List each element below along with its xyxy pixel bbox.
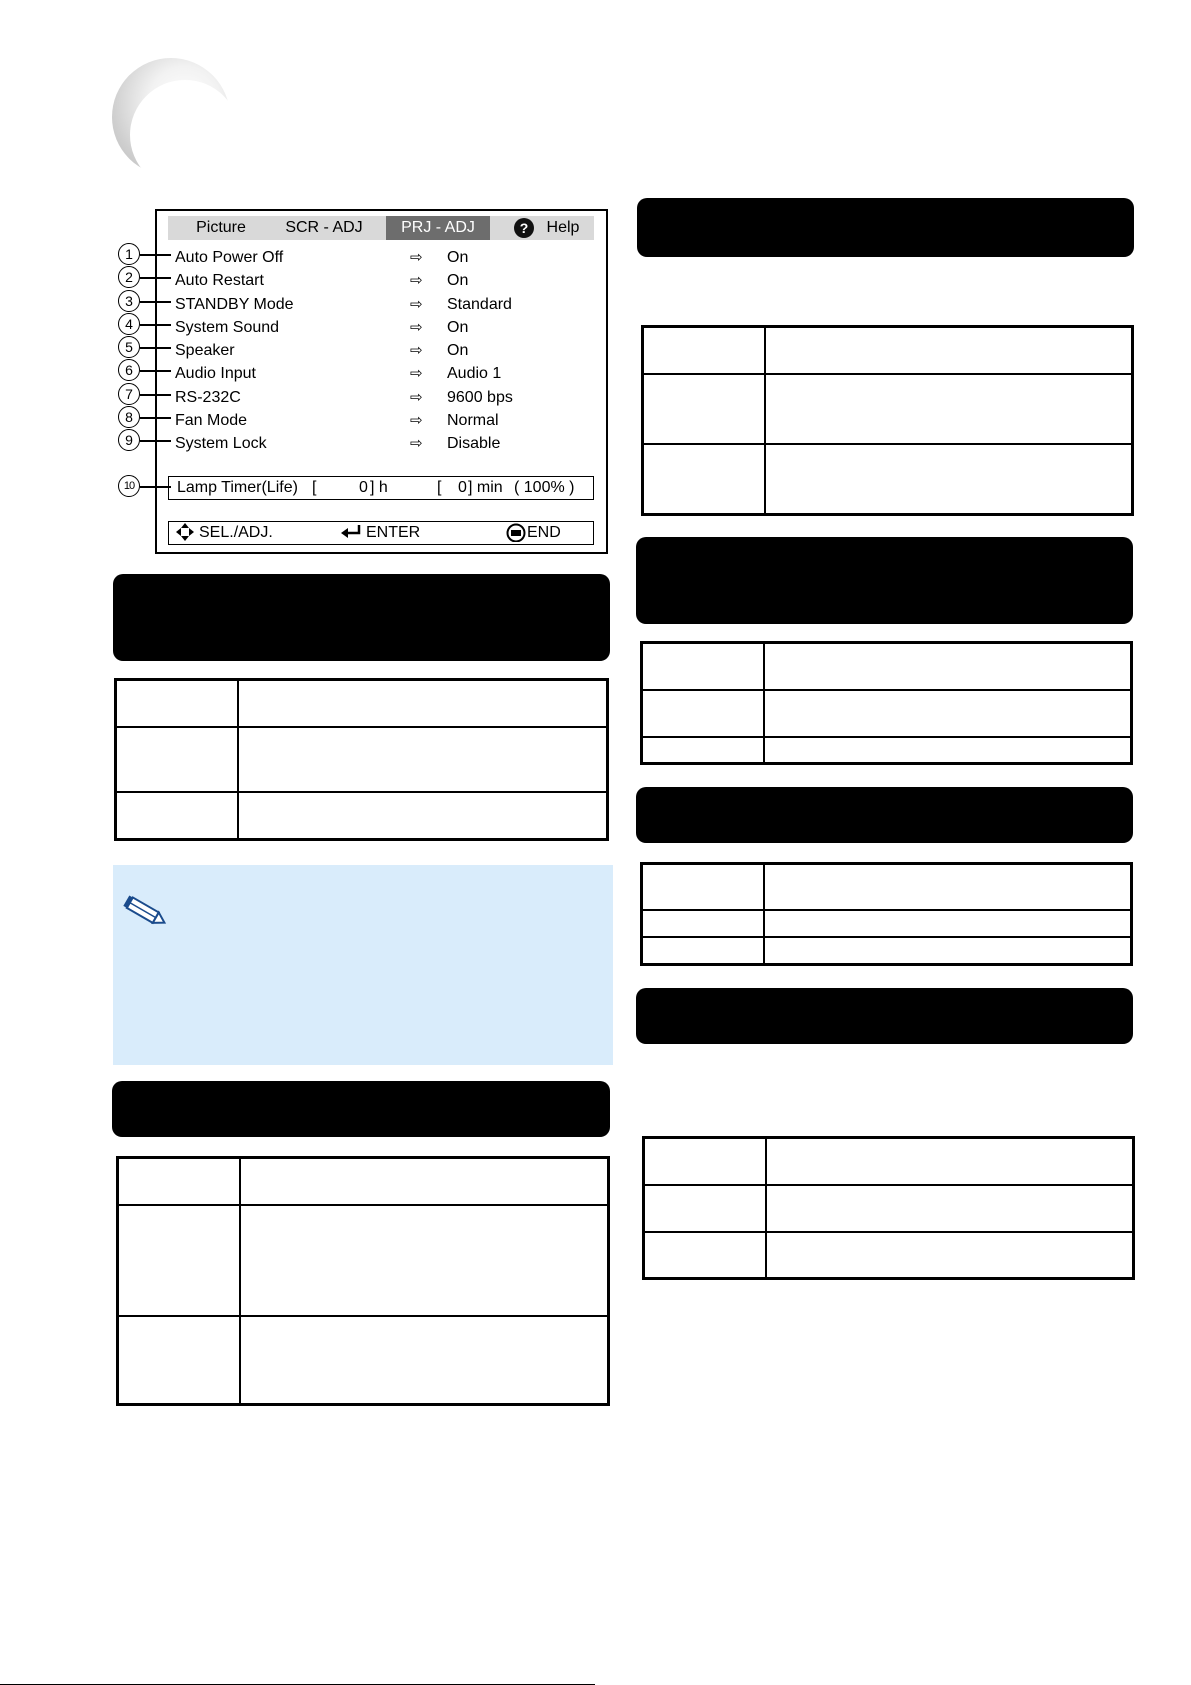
- lamp-timer-label: Lamp Timer(Life): [177, 479, 298, 496]
- lamp-minutes-bracket: [: [437, 479, 442, 496]
- setting-name: Speaker: [175, 342, 235, 359]
- table-cell: [764, 864, 1132, 910]
- setting-value: On: [447, 342, 469, 359]
- setting-value: Disable: [447, 435, 501, 452]
- four-way-arrow-icon: [175, 522, 195, 549]
- table-cell: [644, 1232, 767, 1279]
- callout-number: 10: [118, 475, 140, 497]
- lamp-timer-readout: [168, 476, 594, 500]
- table-cell: [240, 1205, 609, 1316]
- table-cell: [118, 1205, 241, 1316]
- osd-row-auto-restart[interactable]: [175, 270, 595, 292]
- table-cell: [238, 792, 608, 839]
- setting-name: System Sound: [175, 319, 280, 336]
- hollow-right-arrow-icon: ⇨: [410, 319, 423, 336]
- table-cell: [116, 792, 239, 839]
- tab-help[interactable]: Help: [546, 219, 580, 236]
- setting-value: Normal: [447, 412, 499, 429]
- settings-table: [642, 1136, 1135, 1280]
- lamp-hours-value: 0: [359, 479, 368, 496]
- section-header-bar: [112, 1081, 610, 1137]
- setting-name: RS-232C: [175, 389, 241, 406]
- table-cell: [643, 327, 766, 374]
- chapter-circle-decoration: [112, 58, 230, 176]
- table-cell: [642, 737, 765, 763]
- hollow-right-arrow-icon: ⇨: [410, 272, 423, 289]
- table-cell: [643, 444, 766, 514]
- table-cell: [642, 690, 765, 737]
- section-header-bar: [113, 574, 610, 661]
- hollow-right-arrow-icon: ⇨: [410, 389, 423, 406]
- setting-value: On: [447, 249, 469, 266]
- settings-table: [114, 678, 609, 841]
- callout-number: 9: [118, 429, 140, 451]
- setting-name: System Lock: [175, 435, 267, 452]
- table-cell: [644, 1138, 767, 1185]
- note-box: [113, 865, 613, 1065]
- table-cell: [765, 444, 1133, 514]
- table-cell: [238, 727, 608, 792]
- lamp-hours-unit: ] h: [370, 479, 388, 496]
- table-cell: [642, 864, 765, 910]
- callout-number: 3: [118, 290, 140, 312]
- callout-bracket: [155, 254, 157, 440]
- lamp-minutes-value: 0: [458, 479, 467, 496]
- setting-name: STANDBY Mode: [175, 296, 294, 313]
- table-cell: [766, 1232, 1134, 1279]
- section-header-bar: [636, 988, 1133, 1044]
- setting-value: On: [447, 272, 469, 289]
- table-cell: [116, 680, 239, 727]
- tab-picture[interactable]: Picture: [196, 219, 246, 236]
- callout-number: 1: [118, 243, 140, 265]
- osd-row-rs-232c[interactable]: [175, 387, 595, 409]
- osd-row-speaker[interactable]: [175, 340, 595, 362]
- settings-table: [640, 862, 1133, 966]
- callout-number: 6: [118, 359, 140, 381]
- osd-row-standby-mode[interactable]: [175, 294, 595, 316]
- table-cell: [118, 1316, 241, 1404]
- setting-name: Audio Input: [175, 365, 256, 382]
- table-cell: [240, 1158, 609, 1205]
- setting-value: Audio 1: [447, 365, 502, 382]
- osd-footer-guide: [168, 521, 594, 545]
- table-cell: [766, 1138, 1134, 1185]
- lamp-life-percent: ( 100% ): [514, 479, 575, 496]
- end-label: END: [527, 524, 561, 541]
- section-header-bar: [636, 787, 1133, 843]
- setting-value: On: [447, 319, 469, 336]
- table-cell: [766, 1185, 1134, 1232]
- osd-row-fan-mode[interactable]: [175, 410, 595, 432]
- setting-value: Standard: [447, 296, 512, 313]
- table-cell: [642, 937, 765, 964]
- section-header-bar: [637, 198, 1134, 257]
- settings-table: [116, 1156, 610, 1406]
- hollow-right-arrow-icon: ⇨: [410, 365, 423, 382]
- hollow-right-arrow-icon: ⇨: [410, 296, 423, 313]
- hollow-right-arrow-icon: ⇨: [410, 412, 423, 429]
- settings-table: [641, 325, 1134, 516]
- table-cell: [642, 910, 765, 937]
- menu-button-icon: [506, 522, 526, 549]
- table-cell: [764, 910, 1132, 937]
- setting-name: Fan Mode: [175, 412, 248, 429]
- select-adjust-label: SEL./ADJ.: [199, 524, 273, 541]
- callout-number: 2: [118, 266, 140, 288]
- table-cell: [764, 690, 1132, 737]
- callout-leader: [140, 440, 171, 442]
- enter-label: ENTER: [366, 524, 421, 541]
- tab-scr-adj[interactable]: SCR - ADJ: [285, 219, 363, 236]
- table-cell: [764, 737, 1132, 763]
- table-cell: [643, 374, 766, 444]
- setting-name: Auto Restart: [175, 272, 264, 289]
- hollow-right-arrow-icon: ⇨: [410, 435, 423, 452]
- table-cell: [765, 327, 1133, 374]
- osd-row-audio-input[interactable]: [175, 363, 595, 385]
- osd-row-system-lock[interactable]: [175, 433, 595, 455]
- pencil-note-icon: [121, 893, 167, 936]
- projector-osd-menu: [155, 209, 608, 554]
- table-cell: [765, 374, 1133, 444]
- setting-name: Auto Power Off: [175, 249, 284, 266]
- table-cell: [116, 727, 239, 792]
- callout-number: 5: [118, 336, 140, 358]
- hollow-right-arrow-icon: ⇨: [410, 342, 423, 359]
- settings-table: [640, 641, 1133, 765]
- enter-arrow-icon: [339, 522, 363, 549]
- setting-value: 9600 bps: [447, 389, 513, 406]
- table-cell: [642, 643, 765, 690]
- section-header-bar: [636, 537, 1133, 624]
- table-cell: [644, 1185, 767, 1232]
- table-cell: [240, 1316, 609, 1404]
- osd-row-system-sound[interactable]: [175, 317, 595, 339]
- callout-number: 7: [118, 383, 140, 405]
- tab-prj-adj[interactable]: PRJ - ADJ: [386, 216, 490, 240]
- callout-number: 4: [118, 313, 140, 335]
- help-icon[interactable]: ?: [514, 218, 534, 238]
- table-cell: [764, 643, 1132, 690]
- table-cell: [238, 680, 608, 727]
- table-cell: [118, 1158, 241, 1205]
- osd-row-auto-power-off[interactable]: [175, 247, 595, 269]
- table-cell: [764, 937, 1132, 964]
- lamp-hours-bracket: [: [312, 479, 317, 496]
- callout-leader: [140, 486, 171, 488]
- osd-tab-bar: [168, 216, 594, 240]
- hollow-right-arrow-icon: ⇨: [410, 249, 423, 266]
- callout-number: 8: [118, 406, 140, 428]
- lamp-minutes-unit: ] min: [468, 479, 503, 496]
